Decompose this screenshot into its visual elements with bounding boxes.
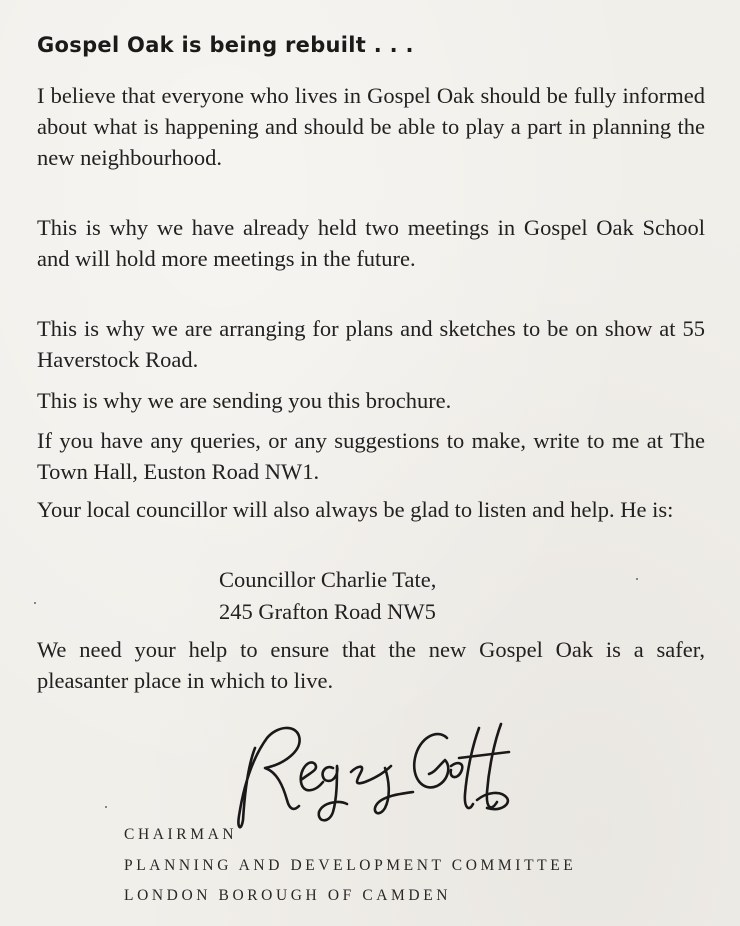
councillor-name: Councillor Charlie Tate, xyxy=(219,567,437,592)
paragraph-plans: This is why we are arranging for plans and sketches to be on show at 55 Haverstock Road. xyxy=(37,316,705,372)
paragraph-brochure: This is why we are sending you this brochure. xyxy=(37,388,452,413)
signature xyxy=(215,708,525,838)
signatory-committee: PLANNING AND DEVELOPMENT COMMITTEE xyxy=(124,857,577,874)
paragraph-informed: I believe that everyone who lives in Gospel Oak should be fully informed about what is happening and should be able to play a part in planning the new neighbourhood. xyxy=(37,83,705,170)
paragraph-meetings: This is why we have already held two meetings in Gospel Oak School and will hold more meetings in the future. xyxy=(37,215,705,271)
signatory-title: CHAIRMAN xyxy=(124,826,238,843)
paragraph-closing: We need your help to ensure that the new Gospel Oak is a safer, pleasanter place in which to live. xyxy=(37,637,705,693)
signature-text: Reginald Goff xyxy=(215,708,221,709)
paper-speck xyxy=(105,806,107,808)
signatory-borough: LONDON BOROUGH OF CAMDEN xyxy=(124,887,452,904)
paper-speck xyxy=(34,602,36,604)
paper-speck xyxy=(636,578,638,580)
page-title: Gospel Oak is being rebuilt . . . xyxy=(37,33,414,57)
paragraph-councillor: Your local councillor will also always be glad to listen and help. He is: xyxy=(37,497,674,522)
councillor-address: 245 Grafton Road NW5 xyxy=(219,599,436,624)
paragraph-queries: If you have any queries, or any suggestions to make, write to me at The Town Hall, Euston Road NW1. xyxy=(37,428,705,484)
